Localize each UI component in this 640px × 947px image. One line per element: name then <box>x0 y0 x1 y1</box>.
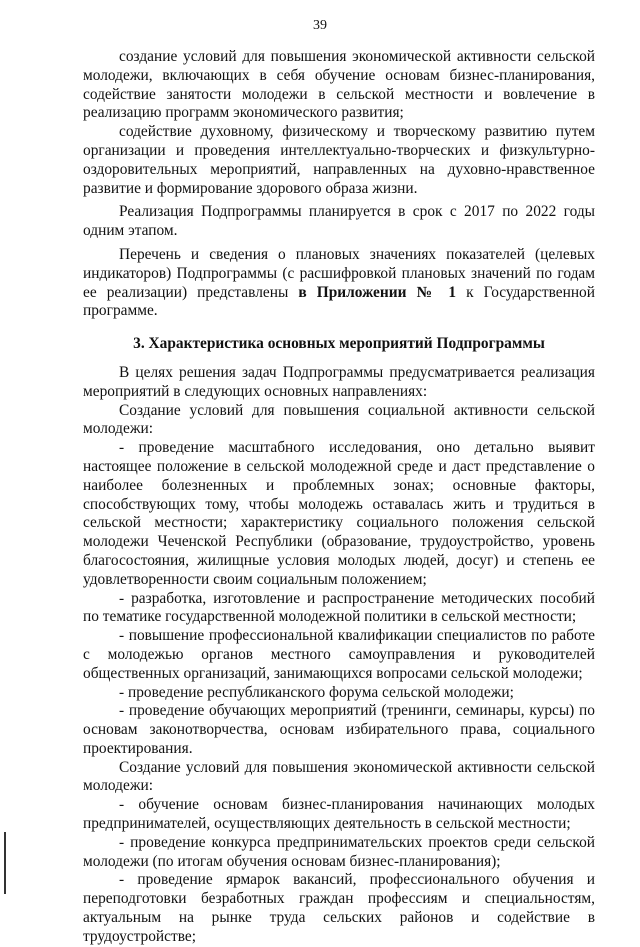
paragraph: содействие духовному, физическому и творческому развитию путем организации и проведения интеллектуально-творческих и физкультурно-оздоровительных мероприятий, направленных на духовно-нравственное развитие и формирование здорового образа жизни. <box>83 123 595 197</box>
list-item: - проведение обучающих мероприятий (тренинги, семинары, курсы) по основам законотворчества, основам избирательного права, социального проектирования. <box>83 702 595 757</box>
appendix-reference: в Приложении № 1 <box>298 283 457 301</box>
paragraph: создание условий для повышения экономической активности сельской молодежи, включающих в себя обучение основам бизнес-планирования, содействие занятости молодежи в сельской местности и вовлечение в реализацию программ экономического развития; <box>83 48 595 122</box>
list-item: - проведение масштабного исследования, оно детально выявит настоящее положение в сельской молодежной среде и даст представление о наиболее болезненных и проблемных зонах; основные факторы, способствующих тому, чтобы молодежь оставалась жить и трудиться в сельской местности; характеристику социального положения сельской молодежи Чеченской Республики (образование, трудоустройство, уровень благосостояния, жилищные условия молодых людей, досуг) и степень ее удовлетворенности своим социальным положением; <box>83 439 595 588</box>
paragraph: Создание условий для повышения социальной активности сельской молодежи: <box>83 401 595 438</box>
paragraph: Создание условий для повышения экономической активности сельской молодежи: <box>83 758 595 795</box>
list-item: - разработка, изготовление и распространение методических пособий по тематике государственной молодежной политики в сельской местности; <box>83 589 595 626</box>
paragraph: Реализация Подпрограммы планируется в срок с 2017 по 2022 годы одним этапом. <box>83 203 595 240</box>
appendix-text-after: к Государственной программе. <box>83 283 595 320</box>
list-item: - проведение конкурса предпринимательских проектов среди сельской молодежи (по итогам обучения основам бизнес-планирования); <box>83 833 595 870</box>
section-heading: 3. Характеристика основных мероприятий Подпрограммы <box>133 335 545 353</box>
scan-edge-mark <box>4 832 6 894</box>
paragraph: В целях решения задач Подпрограммы предусматривается реализация мероприятий в следующих основных направлениях: <box>83 363 595 400</box>
list-item: - обучение основам бизнес-планирования начинающих молодых предпринимателей, осуществляющих деятельность в сельской местности; <box>83 796 595 833</box>
list-item: - повышение профессиональной квалификации специалистов по работе с молодежью органов местного самоуправления и руководителей общественных организаций, занимающихся вопросами сельской молодежи; <box>83 627 595 682</box>
appendix-text-before: Перечень и сведения о плановых значениях показателей (целевых индикаторов) Подпрограммы (с расшифровкой плановых значений по годам ее реализации) представлены <box>83 245 595 301</box>
list-item: - проведение республиканского форума сельской молодежи; <box>119 683 514 701</box>
document-body <box>83 48 595 947</box>
page-number: 39 <box>313 18 327 33</box>
list-item: - проведение ярмарок вакансий, профессионального обучения и переподготовки безработных граждан профессиям и специальностям, актуальным на рынке труда сельских районов и содействие в трудоустройстве; <box>83 871 595 945</box>
appendix-paragraph <box>83 246 595 321</box>
